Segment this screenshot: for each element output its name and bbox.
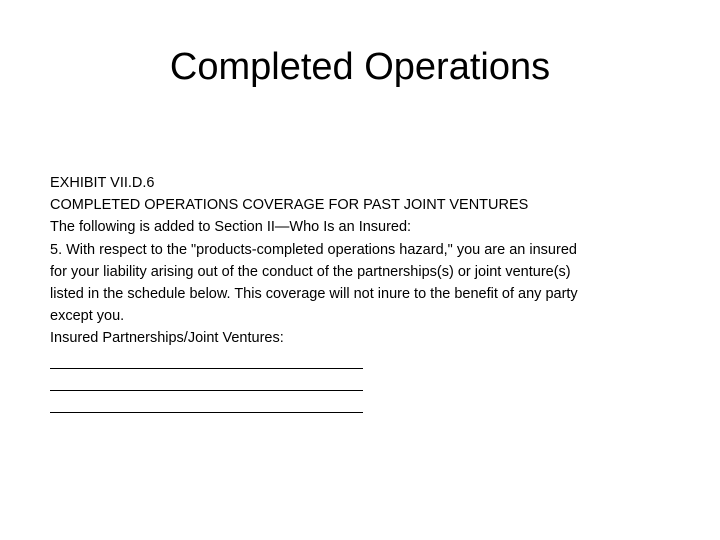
schedule-label: Insured Partnerships/Joint Ventures: <box>50 330 284 347</box>
blank-entry-line <box>50 394 363 416</box>
blank-entry-line <box>50 350 363 372</box>
slide-title: Completed Operations <box>169 46 551 88</box>
provision-line-4: except you. <box>50 308 125 325</box>
slide-body <box>50 172 690 416</box>
provision-line-1: 5. With respect to the "products-completed operations hazard," you are an insured <box>50 241 577 258</box>
blank-entry-line <box>50 372 363 394</box>
coverage-heading: COMPLETED OPERATIONS COVERAGE FOR PAST JOINT VENTURES <box>50 197 529 214</box>
exhibit-label: EXHIBIT VII.D.6 <box>50 175 155 191</box>
section-intro: The following is added to Section II—Who Is an Insured: <box>50 219 412 236</box>
provision-line-2: for your liability arising out of the conduct of the partnerships(s) or joint venture(s) <box>50 263 571 280</box>
provision-line-3: listed in the schedule below. This coverage will not inure to the benefit of any party <box>50 286 578 303</box>
